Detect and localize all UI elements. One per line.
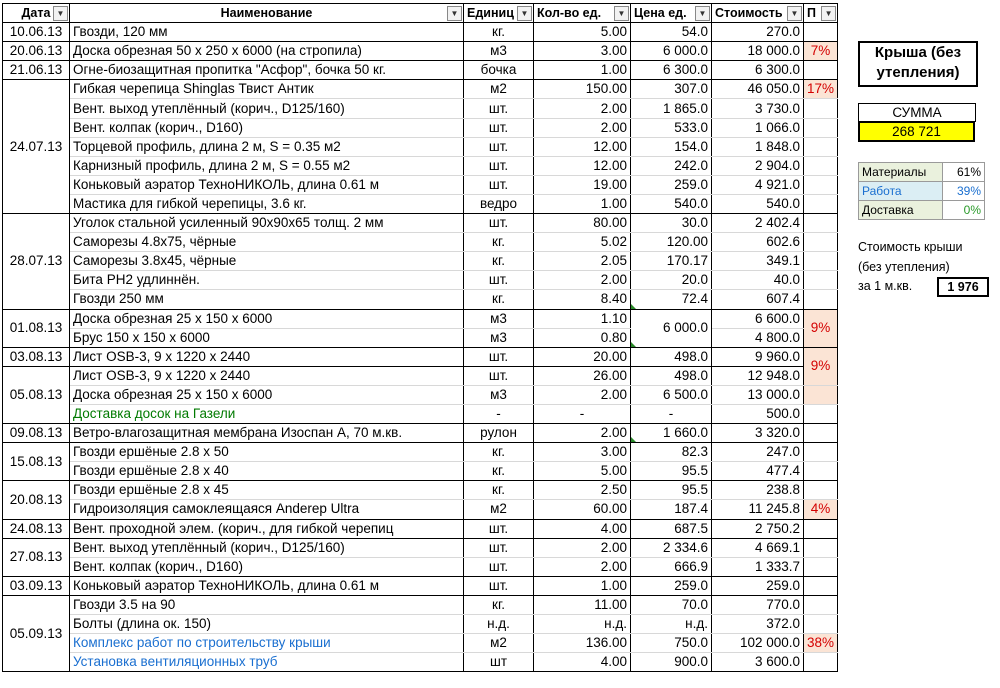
cost-note-line-2[interactable]: (без утепления) bbox=[858, 260, 950, 274]
unit-cell[interactable]: н.д. bbox=[464, 615, 534, 634]
unit-cell[interactable]: шт. bbox=[464, 271, 534, 290]
table-row bbox=[3, 80, 838, 99]
cost-cell[interactable]: 259.0 bbox=[712, 576, 804, 595]
cost-cell[interactable]: 1 066.0 bbox=[712, 118, 804, 137]
unit-cell[interactable]: шт. bbox=[464, 366, 534, 385]
unit-cell[interactable]: кг. bbox=[464, 23, 534, 42]
table-row bbox=[3, 194, 838, 213]
qty-cell[interactable]: н.д. bbox=[534, 615, 631, 634]
column-header-qty[interactable] bbox=[534, 4, 631, 23]
pct-cell[interactable] bbox=[804, 194, 838, 213]
pct-cell[interactable] bbox=[804, 118, 838, 137]
pct-cell[interactable] bbox=[804, 424, 838, 443]
name-cell[interactable]: Вент. колпак (корич., D160) bbox=[70, 557, 464, 576]
cost-cell[interactable]: 2 750.2 bbox=[712, 519, 804, 538]
breakdown-row-delivery bbox=[859, 201, 985, 220]
price-cell[interactable]: 30.0 bbox=[631, 214, 712, 233]
table-row bbox=[3, 519, 838, 538]
date-cell[interactable]: 20.06.13 bbox=[3, 42, 70, 61]
pct-cell[interactable] bbox=[804, 462, 838, 481]
qty-cell[interactable]: 5.00 bbox=[534, 462, 631, 481]
column-header-cost[interactable] bbox=[712, 4, 804, 23]
pct-cell[interactable] bbox=[804, 99, 838, 118]
breakdown-label[interactable]: Работа bbox=[859, 182, 943, 201]
table-row bbox=[3, 634, 838, 653]
name-cell[interactable]: Доставка досок на Газели bbox=[70, 404, 464, 423]
name-cell[interactable]: Гибкая черепица Shinglas Твист Антик bbox=[70, 80, 464, 99]
price-cell[interactable]: 242.0 bbox=[631, 156, 712, 175]
qty-cell[interactable]: 3.00 bbox=[534, 42, 631, 61]
qty-cell[interactable]: 8.40 bbox=[534, 290, 631, 309]
name-cell[interactable]: Вент. выход утеплённый (корич., D125/160) bbox=[70, 99, 464, 118]
price-cell[interactable]: 540.0 bbox=[631, 194, 712, 213]
unit-cell[interactable]: шт. bbox=[464, 519, 534, 538]
price-cell[interactable]: 170.17 bbox=[631, 252, 712, 271]
price-cell[interactable]: 95.5 bbox=[631, 462, 712, 481]
qty-cell[interactable]: 136.00 bbox=[534, 634, 631, 653]
price-cell[interactable]: н.д. bbox=[631, 615, 712, 634]
unit-cell[interactable]: м3 bbox=[464, 328, 534, 347]
pct-cell[interactable] bbox=[804, 538, 838, 557]
name-cell[interactable]: Коньковый аэратор ТехноНИКОЛЬ, длина 0.61 м bbox=[70, 175, 464, 194]
filter-dropdown-icon[interactable]: ▼ bbox=[53, 6, 68, 21]
breakdown-label[interactable]: Материалы bbox=[859, 163, 943, 182]
unit-cell[interactable]: шт. bbox=[464, 175, 534, 194]
breakdown-value[interactable]: 0% bbox=[943, 201, 985, 220]
pct-cell[interactable] bbox=[804, 175, 838, 194]
qty-cell[interactable]: 5.00 bbox=[534, 23, 631, 42]
name-cell[interactable]: Гвозди 250 мм bbox=[70, 290, 464, 309]
unit-cell[interactable]: м3 bbox=[464, 309, 534, 328]
pct-cell[interactable] bbox=[804, 214, 838, 233]
price-cell[interactable]: 72.4 bbox=[631, 290, 712, 309]
table-row bbox=[3, 99, 838, 118]
breakdown-row-work bbox=[859, 182, 985, 201]
cost-cell[interactable]: 247.0 bbox=[712, 443, 804, 462]
qty-cell[interactable]: 60.00 bbox=[534, 500, 631, 519]
unit-cell[interactable]: кг. bbox=[464, 595, 534, 614]
name-cell[interactable]: Саморезы 3.8x45, чёрные bbox=[70, 252, 464, 271]
unit-cell[interactable]: м3 bbox=[464, 42, 534, 61]
table-row bbox=[3, 481, 838, 500]
name-cell[interactable]: Гвозди 3.5 на 90 bbox=[70, 595, 464, 614]
price-cell[interactable]: 154.0 bbox=[631, 137, 712, 156]
unit-cell[interactable]: шт. bbox=[464, 118, 534, 137]
price-cell[interactable]: 307.0 bbox=[631, 80, 712, 99]
table-row bbox=[3, 290, 838, 309]
name-cell[interactable]: Бита PH2 удлиннён. bbox=[70, 271, 464, 290]
pct-cell[interactable]: 9% bbox=[804, 347, 838, 385]
qty-cell[interactable]: 1.10 bbox=[534, 309, 631, 328]
unit-cell[interactable]: шт. bbox=[464, 538, 534, 557]
price-cell[interactable]: 750.0 bbox=[631, 634, 712, 653]
unit-cell[interactable]: шт. bbox=[464, 137, 534, 156]
expense-table bbox=[2, 3, 838, 672]
qty-cell[interactable]: 4.00 bbox=[534, 653, 631, 672]
unit-cell[interactable]: кг. bbox=[464, 462, 534, 481]
pct-cell[interactable] bbox=[804, 233, 838, 252]
pct-cell[interactable] bbox=[804, 137, 838, 156]
filter-dropdown-icon[interactable]: ▼ bbox=[517, 6, 532, 21]
pct-cell[interactable] bbox=[804, 576, 838, 595]
date-cell[interactable]: 09.08.13 bbox=[3, 424, 70, 443]
unit-cell[interactable]: шт. bbox=[464, 576, 534, 595]
price-cell[interactable]: - bbox=[631, 404, 712, 423]
price-cell[interactable]: 666.9 bbox=[631, 557, 712, 576]
filter-dropdown-icon[interactable]: ▼ bbox=[447, 6, 462, 21]
name-cell[interactable]: Саморезы 4.8x75, чёрные bbox=[70, 233, 464, 252]
qty-cell[interactable]: 12.00 bbox=[534, 137, 631, 156]
price-cell[interactable]: 2 334.6 bbox=[631, 538, 712, 557]
cost-cell[interactable]: 372.0 bbox=[712, 615, 804, 634]
pct-cell[interactable] bbox=[804, 615, 838, 634]
column-header-name-label: Наименование bbox=[220, 6, 313, 21]
qty-cell[interactable]: 2.00 bbox=[534, 538, 631, 557]
qty-cell[interactable]: 1.00 bbox=[534, 61, 631, 80]
qty-cell[interactable]: 0.80 bbox=[534, 328, 631, 347]
pct-cell[interactable] bbox=[804, 595, 838, 614]
qty-cell[interactable]: 2.00 bbox=[534, 118, 631, 137]
date-cell[interactable]: 10.06.13 bbox=[3, 23, 70, 42]
cost-cell[interactable]: 349.1 bbox=[712, 252, 804, 271]
breakdown-value[interactable]: 39% bbox=[943, 182, 985, 201]
qty-cell[interactable]: 4.00 bbox=[534, 519, 631, 538]
cost-cell[interactable]: 11 245.8 bbox=[712, 500, 804, 519]
table-row bbox=[3, 366, 838, 385]
unit-cell[interactable]: шт. bbox=[464, 557, 534, 576]
name-cell[interactable]: Брус 150 x 150 x 6000 bbox=[70, 328, 464, 347]
table-row bbox=[3, 61, 838, 80]
qty-cell[interactable]: 2.00 bbox=[534, 271, 631, 290]
pct-cell[interactable]: 17% bbox=[804, 80, 838, 99]
pct-cell[interactable] bbox=[804, 252, 838, 271]
date-cell[interactable]: 24.07.13 bbox=[3, 80, 70, 214]
pct-cell[interactable] bbox=[804, 404, 838, 423]
name-cell[interactable]: Коньковый аэратор ТехноНИКОЛЬ, длина 0.61 м bbox=[70, 576, 464, 595]
cost-cell[interactable]: 2 402.4 bbox=[712, 214, 804, 233]
table-row bbox=[3, 462, 838, 481]
price-cell[interactable]: 6 500.0 bbox=[631, 385, 712, 404]
unit-cell[interactable]: ведро bbox=[464, 194, 534, 213]
unit-cell[interactable]: кг. bbox=[464, 481, 534, 500]
price-cell[interactable]: 70.0 bbox=[631, 595, 712, 614]
table-row bbox=[3, 118, 838, 137]
name-cell[interactable]: Вент. выход утеплённый (корич., D125/160) bbox=[70, 538, 464, 557]
qty-cell[interactable]: 26.00 bbox=[534, 366, 631, 385]
cost-cell[interactable]: 40.0 bbox=[712, 271, 804, 290]
table-row bbox=[3, 42, 838, 61]
cost-cell[interactable]: 238.8 bbox=[712, 481, 804, 500]
qty-cell[interactable]: 5.02 bbox=[534, 233, 631, 252]
pct-cell[interactable]: 4% bbox=[804, 500, 838, 519]
price-cell[interactable]: 6 300.0 bbox=[631, 61, 712, 80]
cost-cell[interactable]: 6 300.0 bbox=[712, 61, 804, 80]
unit-cell[interactable]: шт. bbox=[464, 99, 534, 118]
date-cell[interactable]: 20.08.13 bbox=[3, 481, 70, 519]
unit-cell[interactable]: кг. bbox=[464, 443, 534, 462]
price-cell[interactable]: 259.0 bbox=[631, 175, 712, 194]
cost-cell[interactable]: 102 000.0 bbox=[712, 634, 804, 653]
table-row bbox=[3, 615, 838, 634]
price-cell[interactable]: 259.0 bbox=[631, 576, 712, 595]
date-cell[interactable]: 05.08.13 bbox=[3, 366, 70, 423]
column-header-pct-label: П bbox=[807, 6, 816, 21]
per-sqm-label[interactable]: за 1 м.кв. bbox=[858, 279, 913, 293]
name-cell[interactable]: Ветро-влагозащитная мембрана Изоспан А, 70 м.кв. bbox=[70, 424, 464, 443]
name-cell[interactable]: Уголок стальной усиленный 90x90x65 толщ. 2 мм bbox=[70, 214, 464, 233]
name-cell[interactable]: Карнизный профиль, длина 2 м, S = 0.55 м2 bbox=[70, 156, 464, 175]
column-header-pct[interactable] bbox=[804, 4, 838, 23]
date-cell[interactable]: 03.08.13 bbox=[3, 347, 70, 366]
cost-cell[interactable]: 1 333.7 bbox=[712, 557, 804, 576]
unit-cell[interactable]: м2 bbox=[464, 80, 534, 99]
name-cell[interactable]: Комплекс работ по строительству крыши bbox=[70, 634, 464, 653]
pct-cell[interactable] bbox=[804, 519, 838, 538]
qty-cell[interactable]: 1.00 bbox=[534, 576, 631, 595]
unit-cell[interactable]: шт. bbox=[464, 347, 534, 366]
sum-label[interactable]: СУММА bbox=[858, 103, 976, 122]
qty-cell[interactable]: 19.00 bbox=[534, 175, 631, 194]
qty-cell[interactable]: 80.00 bbox=[534, 214, 631, 233]
name-cell[interactable]: Огне-биозащитная пропитка "Асфор", бочка 50 кг. bbox=[70, 61, 464, 80]
qty-cell[interactable]: 12.00 bbox=[534, 156, 631, 175]
date-cell[interactable]: 05.09.13 bbox=[3, 595, 70, 671]
unit-cell[interactable]: м2 bbox=[464, 634, 534, 653]
date-cell[interactable]: 01.08.13 bbox=[3, 309, 70, 347]
table-row bbox=[3, 233, 838, 252]
breakdown-value[interactable]: 61% bbox=[943, 163, 985, 182]
name-cell[interactable]: Вент. колпак (корич., D160) bbox=[70, 118, 464, 137]
table-row bbox=[3, 404, 838, 423]
date-cell[interactable]: 15.08.13 bbox=[3, 443, 70, 481]
pct-cell[interactable]: 38% bbox=[804, 634, 838, 653]
name-cell[interactable]: Доска обрезная 25 x 150 x 6000 bbox=[70, 309, 464, 328]
price-cell[interactable]: 54.0 bbox=[631, 23, 712, 42]
name-cell[interactable]: Лист OSB-3, 9 x 1220 x 2440 bbox=[70, 347, 464, 366]
name-cell[interactable]: Болты (длина ок. 150) bbox=[70, 615, 464, 634]
column-header-unit-label: Единиц bbox=[467, 6, 514, 21]
price-cell[interactable]: 533.0 bbox=[631, 118, 712, 137]
filter-dropdown-icon[interactable]: ▼ bbox=[695, 6, 710, 21]
filter-dropdown-icon[interactable]: ▼ bbox=[614, 6, 629, 21]
cost-cell[interactable]: 540.0 bbox=[712, 194, 804, 213]
pct-cell[interactable] bbox=[804, 61, 838, 80]
cost-cell[interactable]: 6 600.0 bbox=[712, 309, 804, 328]
date-cell[interactable]: 21.06.13 bbox=[3, 61, 70, 80]
unit-cell[interactable]: - bbox=[464, 404, 534, 423]
column-header-price[interactable] bbox=[631, 4, 712, 23]
qty-cell[interactable]: 2.00 bbox=[534, 557, 631, 576]
date-cell[interactable]: 03.09.13 bbox=[3, 576, 70, 595]
price-cell[interactable]: 120.00 bbox=[631, 233, 712, 252]
pct-cell[interactable] bbox=[804, 271, 838, 290]
qty-cell[interactable]: 2.50 bbox=[534, 481, 631, 500]
name-cell[interactable]: Мастика для гибкой черепицы, 3.6 кг. bbox=[70, 194, 464, 213]
cost-cell[interactable]: 9 960.0 bbox=[712, 347, 804, 366]
cost-cell[interactable]: 477.4 bbox=[712, 462, 804, 481]
table-row bbox=[3, 385, 838, 404]
pct-cell[interactable] bbox=[804, 481, 838, 500]
unit-cell[interactable]: шт. bbox=[464, 214, 534, 233]
price-cell[interactable]: 95.5 bbox=[631, 481, 712, 500]
qty-cell[interactable]: 1.00 bbox=[534, 194, 631, 213]
pct-cell[interactable] bbox=[804, 443, 838, 462]
name-cell[interactable]: Гвозди ершёные 2.8 x 45 bbox=[70, 481, 464, 500]
qty-cell[interactable]: 2.00 bbox=[534, 99, 631, 118]
date-cell[interactable]: 28.07.13 bbox=[3, 214, 70, 309]
cost-cell[interactable]: 46 050.0 bbox=[712, 80, 804, 99]
column-header-name[interactable] bbox=[70, 4, 464, 23]
unit-cell[interactable]: бочка bbox=[464, 61, 534, 80]
name-cell[interactable]: Лист OSB-3, 9 x 1220 x 2440 bbox=[70, 366, 464, 385]
unit-cell[interactable]: кг. bbox=[464, 233, 534, 252]
column-header-date-label: Дата bbox=[21, 6, 51, 21]
cost-cell[interactable]: 270.0 bbox=[712, 23, 804, 42]
cost-cell[interactable]: 4 669.1 bbox=[712, 538, 804, 557]
price-cell[interactable]: 900.0 bbox=[631, 653, 712, 672]
table-row bbox=[3, 538, 838, 557]
cost-cell[interactable]: 18 000.0 bbox=[712, 42, 804, 61]
column-header-date[interactable] bbox=[3, 4, 70, 23]
filter-dropdown-icon[interactable]: ▼ bbox=[787, 6, 802, 21]
qty-cell[interactable]: - bbox=[534, 404, 631, 423]
per-sqm-value[interactable]: 1 976 bbox=[937, 277, 989, 297]
column-header-cost-label: Стоимость bbox=[715, 6, 783, 21]
pct-cell[interactable]: 9% bbox=[804, 309, 838, 347]
unit-cell[interactable]: м3 bbox=[464, 385, 534, 404]
name-cell[interactable]: Доска обрезная 50 x 250 x 6000 (на стропила) bbox=[70, 42, 464, 61]
table-row bbox=[3, 576, 838, 595]
table-row bbox=[3, 424, 838, 443]
column-header-price-label: Цена ед. bbox=[634, 6, 687, 21]
table-row bbox=[3, 23, 838, 42]
cost-cell[interactable]: 607.4 bbox=[712, 290, 804, 309]
cost-cell[interactable]: 2 904.0 bbox=[712, 156, 804, 175]
column-header-unit[interactable] bbox=[464, 4, 534, 23]
unit-cell[interactable]: шт. bbox=[464, 156, 534, 175]
price-cell[interactable]: 82.3 bbox=[631, 443, 712, 462]
pct-cell[interactable]: 7% bbox=[804, 42, 838, 61]
name-cell[interactable]: Гвозди ершёные 2.8 x 40 bbox=[70, 462, 464, 481]
cost-cell[interactable]: 4 800.0 bbox=[712, 328, 804, 347]
unit-cell[interactable]: рулон bbox=[464, 424, 534, 443]
unit-cell[interactable]: кг. bbox=[464, 252, 534, 271]
table-row bbox=[3, 156, 838, 175]
cost-cell[interactable]: 1 848.0 bbox=[712, 137, 804, 156]
table-row bbox=[3, 347, 838, 366]
column-header-qty-label: Кол-во ед. bbox=[537, 6, 602, 21]
table-row bbox=[3, 557, 838, 576]
price-cell[interactable]: 687.5 bbox=[631, 519, 712, 538]
pct-cell[interactable] bbox=[804, 385, 838, 404]
table-row bbox=[3, 653, 838, 672]
qty-cell[interactable]: 2.00 bbox=[534, 424, 631, 443]
unit-cell[interactable]: шт bbox=[464, 653, 534, 672]
price-cell[interactable]: 6 000.0 bbox=[631, 42, 712, 61]
date-cell[interactable]: 27.08.13 bbox=[3, 538, 70, 576]
pct-cell[interactable] bbox=[804, 653, 838, 672]
price-cell[interactable]: 1 865.0 bbox=[631, 99, 712, 118]
unit-cell[interactable]: м2 bbox=[464, 500, 534, 519]
price-cell[interactable]: 1 660.0 bbox=[631, 424, 712, 443]
name-cell[interactable]: Гвозди, 120 мм bbox=[70, 23, 464, 42]
qty-cell[interactable]: 11.00 bbox=[534, 595, 631, 614]
qty-cell[interactable]: 3.00 bbox=[534, 443, 631, 462]
price-cell[interactable]: 498.0 bbox=[631, 366, 712, 385]
table-row bbox=[3, 500, 838, 519]
cost-cell[interactable]: 3 600.0 bbox=[712, 653, 804, 672]
date-cell[interactable]: 24.08.13 bbox=[3, 519, 70, 538]
cost-breakdown-table bbox=[858, 162, 985, 220]
cost-cell[interactable]: 3 730.0 bbox=[712, 99, 804, 118]
table-row bbox=[3, 595, 838, 614]
roof-title[interactable]: Крыша (без утепления) bbox=[858, 41, 978, 87]
name-cell[interactable]: Гвозди ершёные 2.8 x 50 bbox=[70, 443, 464, 462]
sum-value[interactable]: 268 721 bbox=[858, 121, 975, 142]
breakdown-label[interactable]: Доставка bbox=[859, 201, 943, 220]
pct-cell[interactable] bbox=[804, 290, 838, 309]
name-cell[interactable]: Торцевой профиль, длина 2 м, S = 0.35 м2 bbox=[70, 137, 464, 156]
cost-cell[interactable]: 500.0 bbox=[712, 404, 804, 423]
price-cell[interactable]: 187.4 bbox=[631, 500, 712, 519]
unit-cell[interactable]: кг. bbox=[464, 290, 534, 309]
name-cell[interactable]: Гидроизоляция самоклеящаяся Anderep Ultra bbox=[70, 500, 464, 519]
table-row bbox=[3, 328, 838, 347]
cost-cell[interactable]: 4 921.0 bbox=[712, 175, 804, 194]
cost-cell[interactable]: 602.6 bbox=[712, 233, 804, 252]
name-cell[interactable]: Установка вентиляционных труб bbox=[70, 653, 464, 672]
qty-cell[interactable]: 20.00 bbox=[534, 347, 631, 366]
qty-cell[interactable]: 150.00 bbox=[534, 80, 631, 99]
filter-dropdown-icon[interactable]: ▼ bbox=[821, 6, 836, 21]
table-row bbox=[3, 443, 838, 462]
cost-note-line-1[interactable]: Стоимость крыши bbox=[858, 240, 963, 254]
price-cell[interactable]: 6 000.0 bbox=[631, 309, 712, 347]
breakdown-row-materials bbox=[859, 163, 985, 182]
table-row bbox=[3, 309, 838, 328]
cost-cell[interactable]: 770.0 bbox=[712, 595, 804, 614]
pct-cell[interactable] bbox=[804, 557, 838, 576]
price-cell[interactable]: 498.0 bbox=[631, 347, 712, 366]
table-row bbox=[3, 214, 838, 233]
cost-cell[interactable]: 12 948.0 bbox=[712, 366, 804, 385]
qty-cell[interactable]: 2.00 bbox=[534, 385, 631, 404]
table-row bbox=[3, 137, 838, 156]
pct-cell[interactable] bbox=[804, 23, 838, 42]
name-cell[interactable]: Вент. проходной элем. (корич., для гибкой черепиц bbox=[70, 519, 464, 538]
table-row bbox=[3, 271, 838, 290]
table-row bbox=[3, 175, 838, 194]
pct-cell[interactable] bbox=[804, 156, 838, 175]
cost-cell[interactable]: 13 000.0 bbox=[712, 385, 804, 404]
cost-cell[interactable]: 3 320.0 bbox=[712, 424, 804, 443]
header-row bbox=[3, 4, 838, 23]
price-cell[interactable]: 20.0 bbox=[631, 271, 712, 290]
qty-cell[interactable]: 2.05 bbox=[534, 252, 631, 271]
name-cell[interactable]: Доска обрезная 25 x 150 x 6000 bbox=[70, 385, 464, 404]
table-row bbox=[3, 252, 838, 271]
